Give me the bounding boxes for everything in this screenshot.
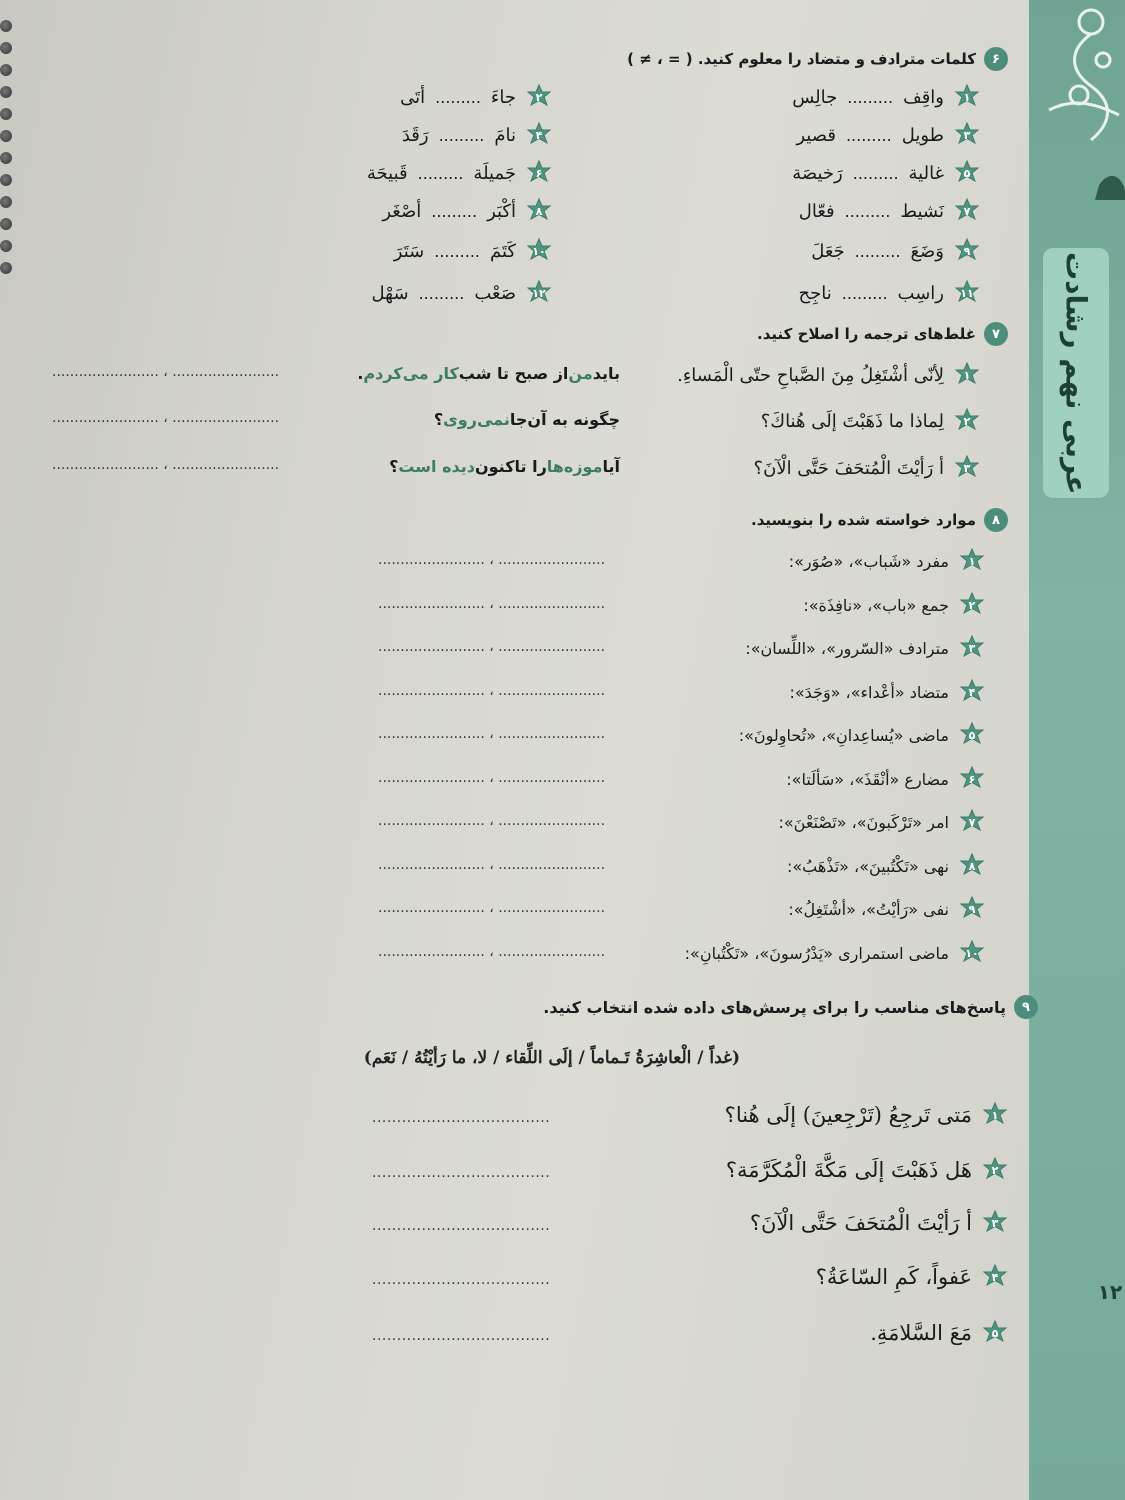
persian-translation (434, 410, 620, 429)
word-1: أكْبَر (487, 200, 516, 222)
item-label: نهی «تَكْتُبينَ»، «تَذْهَبُ»: (787, 856, 949, 876)
answer-blank[interactable]: .................................... (372, 1218, 551, 1234)
translation-part: باید (592, 364, 620, 383)
translation-part: از صبح تا شب (458, 364, 569, 383)
answer-blank[interactable]: ........................ ، ........................ (378, 639, 606, 655)
answer-blank[interactable]: ........................ ، ........................ (378, 596, 606, 612)
answer-blank[interactable]: ........................ ، ........................ (378, 552, 606, 568)
answer-blank: ......... (431, 201, 478, 221)
star-number-icon: ۳ (959, 635, 985, 661)
required-item (786, 766, 985, 792)
synonym-antonym-item (367, 160, 552, 186)
arabic-question: هَل ذَهَبْتَ إلَى مَكَّةَ الْمُكَرَّمَة؟ (725, 1158, 972, 1182)
translation-part: نمی‌روی (443, 410, 510, 429)
persian-translation (389, 457, 620, 476)
word-2: رَخیصَة (792, 162, 843, 184)
question-7-title: غلط‌های ترجمه را اصلاح کنید. (757, 325, 976, 343)
answer-blank: ......... (418, 283, 465, 303)
synonym-antonym-item (792, 160, 980, 186)
arabic-question: أ رَأيْتَ الْمُتحَفَ حَتَّى الْآنَ؟ (749, 1211, 972, 1235)
synonym-antonym-item (799, 280, 980, 306)
translation-part: من (568, 364, 593, 383)
question-9-header (543, 995, 1038, 1019)
translation-item (677, 362, 980, 388)
synonym-antonym-item (811, 238, 980, 264)
arabic-sentence: أ رَأيْتَ الْمُتحَفَ حَتَّى الْآنَ؟ (753, 457, 944, 479)
star-number-icon: ۶ (526, 160, 552, 186)
star-number-icon: ۱۰ (959, 940, 985, 966)
star-number-icon: ۸ (959, 853, 985, 879)
star-number-icon: ۱۱ (954, 280, 980, 306)
word-2: قَبيحَة (366, 162, 408, 184)
question-item (725, 1102, 1008, 1128)
question-item (726, 1157, 1008, 1183)
word-1: كَتَمَ (490, 240, 516, 262)
translation-part: موزه‌ها (546, 457, 603, 476)
answer-blank[interactable]: ........................ ، ........................ (378, 900, 606, 916)
question-8-header (751, 508, 1008, 532)
star-number-icon: ۵ (982, 1320, 1008, 1346)
question-number-badge: ۹ (1014, 995, 1038, 1019)
answer-options: (غداً / الْعاشِرَةُ تَـماماً / إلَى اللِّقاء / لا، ما رَأيْتُهُ / نَعَم) (363, 1048, 740, 1068)
word-2: جالِس (792, 86, 838, 108)
question-item (816, 1264, 1008, 1290)
star-number-icon: ۱۰ (526, 238, 552, 264)
side-tab (1029, 0, 1125, 1500)
word-2: قصیر (796, 124, 836, 146)
word-1: جَميلَة (473, 162, 516, 184)
translation-part: کار می‌کردم (363, 364, 459, 383)
translation-part: ؟ (389, 457, 399, 476)
required-item (788, 896, 985, 922)
required-item (685, 940, 985, 966)
star-number-icon: ۵ (959, 722, 985, 748)
arabic-question: مَتى تَرجِعُ (تَرْجِعينَ) إلَى هُنا؟ (724, 1103, 972, 1127)
star-number-icon: ۴ (526, 122, 552, 148)
star-number-icon: ۱ (959, 548, 985, 574)
required-item (787, 853, 985, 879)
star-number-icon: ۱ (982, 1102, 1008, 1128)
item-label: مترادف «السّرور»، «اللِّسان»: (745, 638, 949, 658)
translation-part: . (357, 364, 364, 383)
translation-part: را تاکنون (474, 457, 547, 476)
word-1: واقِف (903, 86, 944, 108)
page-number: ۱۲ (1097, 1280, 1123, 1304)
required-item (789, 679, 985, 705)
answer-blank[interactable]: ........................ ، ........................ (378, 770, 606, 786)
question-number-badge: ۶ (984, 47, 1008, 71)
item-label: جمع «باب»، «نافِذَة»: (803, 595, 949, 615)
star-number-icon: ۴ (959, 679, 985, 705)
answer-blank: ......... (841, 283, 888, 303)
translation-item (761, 408, 980, 434)
answer-blank: ......... (847, 87, 894, 107)
answer-blank: ......... (417, 163, 464, 183)
answer-blank[interactable]: ........................ ، ........................ (378, 683, 606, 699)
answer-blank: ......... (438, 125, 485, 145)
synonym-antonym-item (796, 122, 980, 148)
word-1: طویل (901, 124, 944, 146)
star-number-icon: ۴ (982, 1264, 1008, 1290)
word-1: راسِب (897, 282, 944, 304)
word-1: نَشیط (900, 200, 944, 222)
ornament-icon (1029, 0, 1125, 200)
synonym-antonym-item (394, 238, 552, 264)
arabic-sentence: لِأنّی أشْتَغِلُ مِنَ الصَّباحِ حتّی الْمَساءِ. (677, 364, 944, 386)
star-number-icon: ۳ (954, 122, 980, 148)
answer-blank[interactable]: ........................ ، ........................ (378, 726, 606, 742)
answer-blank: ......... (435, 87, 481, 107)
star-number-icon: ۸ (526, 198, 552, 224)
question-8-title: موارد خواسته شده را بنویسید. (751, 511, 976, 529)
synonym-antonym-item (792, 84, 980, 110)
word-2: رَقَدَ (401, 124, 429, 146)
star-number-icon: ۱ (954, 362, 980, 388)
item-label: امر «تَرْكَبونَ»، «تَصْنَعْنَ»: (778, 812, 949, 832)
correction-blank[interactable]: ........................ ، ........................ (52, 410, 280, 426)
star-number-icon: ۷ (959, 809, 985, 835)
correction-blank[interactable]: ........................ ، ........................ (52, 457, 280, 473)
persian-translation (357, 364, 620, 383)
question-7-header (757, 322, 1008, 346)
required-item (789, 548, 985, 574)
synonym-antonym-item (382, 198, 552, 224)
arabic-question: عَفواً، كَمِ السّاعَةُ؟ (815, 1265, 972, 1289)
book-title: عربی نهم رشادت (1059, 251, 1093, 495)
star-number-icon: ۱ (954, 84, 980, 110)
synonym-antonym-item (400, 84, 552, 110)
arabic-question: مَعَ السَّلامَةِ. (870, 1321, 972, 1345)
star-number-icon: ۶ (959, 766, 985, 792)
word-1: صَعْب (474, 282, 516, 304)
question-9-title: پاسخ‌های مناسب را برای پرسش‌های داده شده انتخاب کنید. (543, 997, 1006, 1017)
star-number-icon: ۹ (954, 238, 980, 264)
word-2: ناجِح (798, 282, 832, 304)
answer-blank[interactable]: .................................... (372, 1110, 551, 1126)
answer-blank[interactable]: .................................... (372, 1328, 551, 1344)
word-2: سَهْل (371, 282, 409, 304)
star-number-icon: ۱۲ (526, 280, 552, 306)
translation-part: چگونه به آن‌جا (509, 410, 620, 429)
item-label: متضاد «أعْداء»، «وَجَدَ»: (789, 682, 949, 702)
item-label: نفی «رَأيْتُ»، «أشْتَغِلُ»: (788, 899, 949, 919)
star-number-icon: ۳ (954, 455, 980, 481)
word-1: جاءَ (490, 86, 516, 108)
word-2: جَعَلَ (811, 240, 845, 262)
item-label: ماضی «يُساعِدانِ»، «تُحاوِلونَ»: (738, 725, 949, 745)
translation-item (754, 455, 980, 481)
question-6-title: کلمات مترادف و متضاد را معلوم کنید. ( = ، ≠ ) (627, 50, 976, 68)
question-item (750, 1210, 1008, 1236)
star-number-icon: ۲ (526, 84, 552, 110)
answer-blank[interactable]: ........................ ، ........................ (378, 944, 606, 960)
answer-blank: ......... (852, 163, 899, 183)
word-2: أتَى (400, 86, 426, 108)
word-2: أصْغَر (382, 200, 422, 222)
translation-part: دیده است (398, 457, 475, 476)
required-item (739, 722, 985, 748)
word-2: سَتَرَ (393, 240, 425, 262)
answer-blank[interactable]: .................................... (372, 1165, 551, 1181)
word-1: غالیة (908, 162, 944, 184)
answer-blank: ......... (854, 241, 901, 261)
item-label: مفرد «شَباب»، «صُوَر»: (788, 551, 949, 571)
item-label: مضارع «أنْقَذَ»، «سَألَتا»: (786, 769, 949, 789)
answer-blank: ......... (434, 241, 481, 261)
star-number-icon: ۷ (954, 198, 980, 224)
star-number-icon: ۲ (954, 408, 980, 434)
star-number-icon: ۳ (982, 1210, 1008, 1236)
question-number-badge: ۸ (984, 508, 1008, 532)
required-item (778, 809, 985, 835)
answer-blank[interactable]: .................................... (372, 1272, 551, 1288)
synonym-antonym-item (799, 198, 980, 224)
word-2: فعّال (798, 200, 835, 222)
word-1: وَضَعَ (910, 240, 944, 262)
translation-part: ؟ (433, 410, 444, 429)
star-number-icon: ۲ (959, 592, 985, 618)
item-label: ماضی استمراری «يَدْرُسونَ»، «تَكْتُبانِ»: (684, 943, 949, 963)
synonym-antonym-item (402, 122, 552, 148)
synonym-antonym-item (372, 280, 552, 306)
answer-blank[interactable]: ........................ ، ........................ (378, 857, 606, 873)
question-number-badge: ۷ (984, 322, 1008, 346)
star-number-icon: ۵ (954, 160, 980, 186)
required-item (803, 592, 985, 618)
star-number-icon: ۹ (959, 896, 985, 922)
arabic-sentence: لِماذا ما ذَهَبْتَ إلَى هُناكَ؟ (760, 410, 944, 432)
question-item (870, 1320, 1008, 1346)
answer-blank: ......... (845, 125, 892, 145)
correction-blank[interactable]: ........................ ، ........................ (52, 364, 280, 380)
word-1: نامَ (494, 124, 516, 146)
answer-blank: ......... (844, 201, 891, 221)
answer-blank[interactable]: ........................ ، ........................ (378, 813, 606, 829)
translation-part: آیا (602, 457, 620, 476)
star-number-icon: ۲ (982, 1157, 1008, 1183)
question-6-header (627, 47, 1008, 71)
required-item (745, 635, 985, 661)
